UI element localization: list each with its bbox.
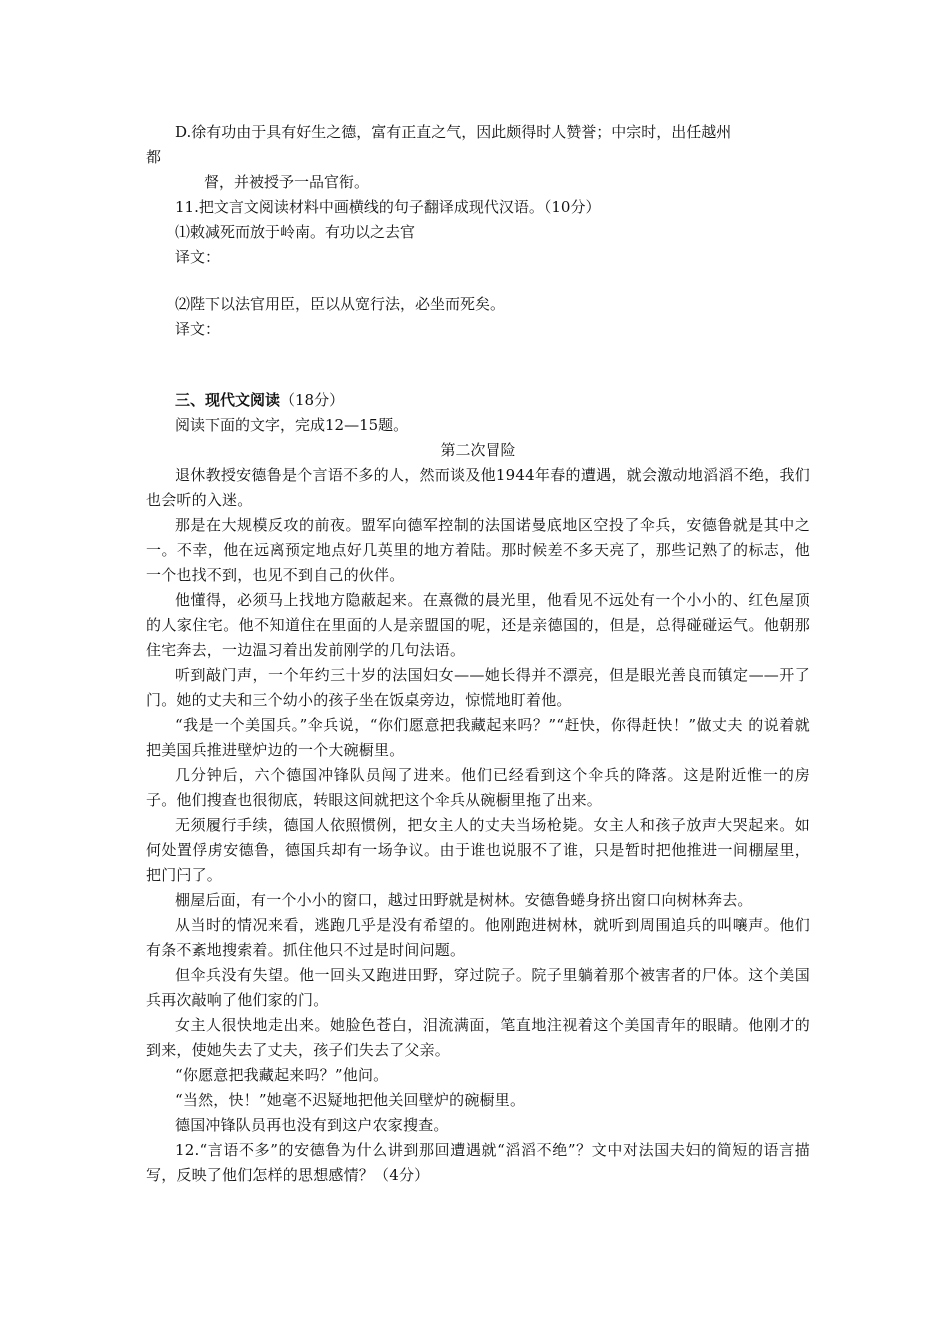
article-paragraph: 无须履行手续，德国人依照惯例，把女主人的丈夫当场枪毙。女主人和孩子放声大哭起来。如何处置俘虏安德鲁，德国兵却有一场争议。由于谁也说服不了谁，只是暂时把他推进一间棚屋里，把门闩了。 (146, 816, 810, 884)
article-paragraph: 他懂得，必须马上找地方隐蔽起来。在熹微的晨光里，他看见不远处有一个小小的、红色屋顶的人家住宅。他不知道住在里面的人是亲盟国的呢，还是亲德国的，但是，总得碰碰运气。他朝那住宅奔去，一边温习着出发前刚学的几句法语。 (146, 591, 810, 659)
section-3-score: （18分） (280, 391, 345, 409)
article-paragraph: 德国冲锋队员再也没有到这户农家搜查。 (175, 1116, 449, 1134)
answer-space-1 (146, 270, 810, 292)
article-title: 第二次冒险 (440, 441, 516, 459)
answer-label-1: 译文： (175, 248, 221, 266)
article-paragraph: 几分钟后，六个德国冲锋队员闯了进来。他们已经看到这个伞兵的降落。这是附近惟一的房子。他们搜查也很彻底，转眼这间就把这个伞兵从碗橱里拖了出来。 (146, 766, 810, 809)
answer-label-2: 译文： (175, 320, 221, 338)
article-paragraph: 从当时的情况来看，逃跑几乎是没有希望的。他刚跑进树林，就听到周围追兵的叫嚷声。他们有条不紊地搜索着。抓住他只不过是时间问题。 (146, 916, 810, 959)
article-paragraph: 棚屋后面，有一个小小的窗口，越过田野就是树林。安德鲁蜷身挤出窗口向树林奔去。 (175, 891, 753, 909)
article-paragraph: 女主人很快地走出来。她脸色苍白，泪流满面，笔直地注视着这个美国青年的眼睛。他刚才的到来，使她失去了丈夫，孩子们失去了父亲。 (146, 1016, 810, 1059)
option-d-line1: D.徐有功由于具有好生之德，富有正直之气，因此颇得时人赞誉；中宗时，出任越州 (175, 123, 732, 141)
article-paragraph: “当然，快！”她毫不迟疑地把他关回壁炉的碗橱里。 (175, 1091, 526, 1109)
question-12: 12.“言语不多”的安德鲁为什么讲到那回遭遇就“滔滔不绝”？文中对法国夫妇的简短的语言描写，反映了他们怎样的思想感情？（4分） (146, 1141, 810, 1184)
article-paragraph: 听到敲门声，一个年约三十岁的法国妇女——她长得并不漂亮，但是眼光善良而镇定——开了门。她的丈夫和三个幼小的孩子坐在饭桌旁边，惊慌地盯着他。 (146, 666, 810, 709)
option-d-line2: 都 (146, 148, 162, 166)
question-11-prompt: 11.把文言文阅读材料中画横线的句子翻译成现代汉语。（10分） (175, 198, 601, 216)
question-11-item-1: ⑴敕减死而放于岭南。有功以之去官 (175, 223, 416, 241)
article-paragraph: 但伞兵没有失望。他一回头又跑进田野，穿过院子。院子里躺着那个被害者的尸体。这个美国兵再次敲响了他们家的门。 (146, 966, 810, 1009)
article-paragraph: 那是在大规模反攻的前夜。盟军向德军控制的法国诺曼底地区空投了伞兵，安德鲁就是其中之一。不幸，他在远离预定地点好几英里的地方着陆。那时候差不多天亮了，那些记熟了的标志，他一个也找不到，也见不到自己的伙伴。 (146, 516, 810, 584)
section-3-title: 三、现代文阅读 (175, 391, 281, 409)
article-paragraph: “我是一个美国兵。”伞兵说，“你们愿意把我藏起来吗？”“赶快，你得赶快！”做丈夫 的说着就把美国兵推进壁炉边的一个大碗橱里。 (146, 716, 810, 759)
section-3-instruction: 阅读下面的文字，完成12—15题。 (175, 416, 409, 434)
article-paragraph: “你愿意把我藏起来吗？”他问。 (175, 1066, 389, 1084)
section-3-heading (146, 388, 810, 413)
answer-space-2 (146, 342, 810, 388)
question-11-item-2: ⑵陛下以法官用臣，臣以从宽行法，必坐而死矣。 (175, 295, 506, 313)
exam-page (146, 120, 810, 1188)
article-paragraph: 退休教授安德鲁是个言语不多的人，然而谈及他1944年春的遭遇，就会激动地滔滔不绝，我们也会听的入迷。 (146, 466, 810, 509)
option-d-line3: 督，并被授予一品官衔。 (204, 173, 370, 191)
